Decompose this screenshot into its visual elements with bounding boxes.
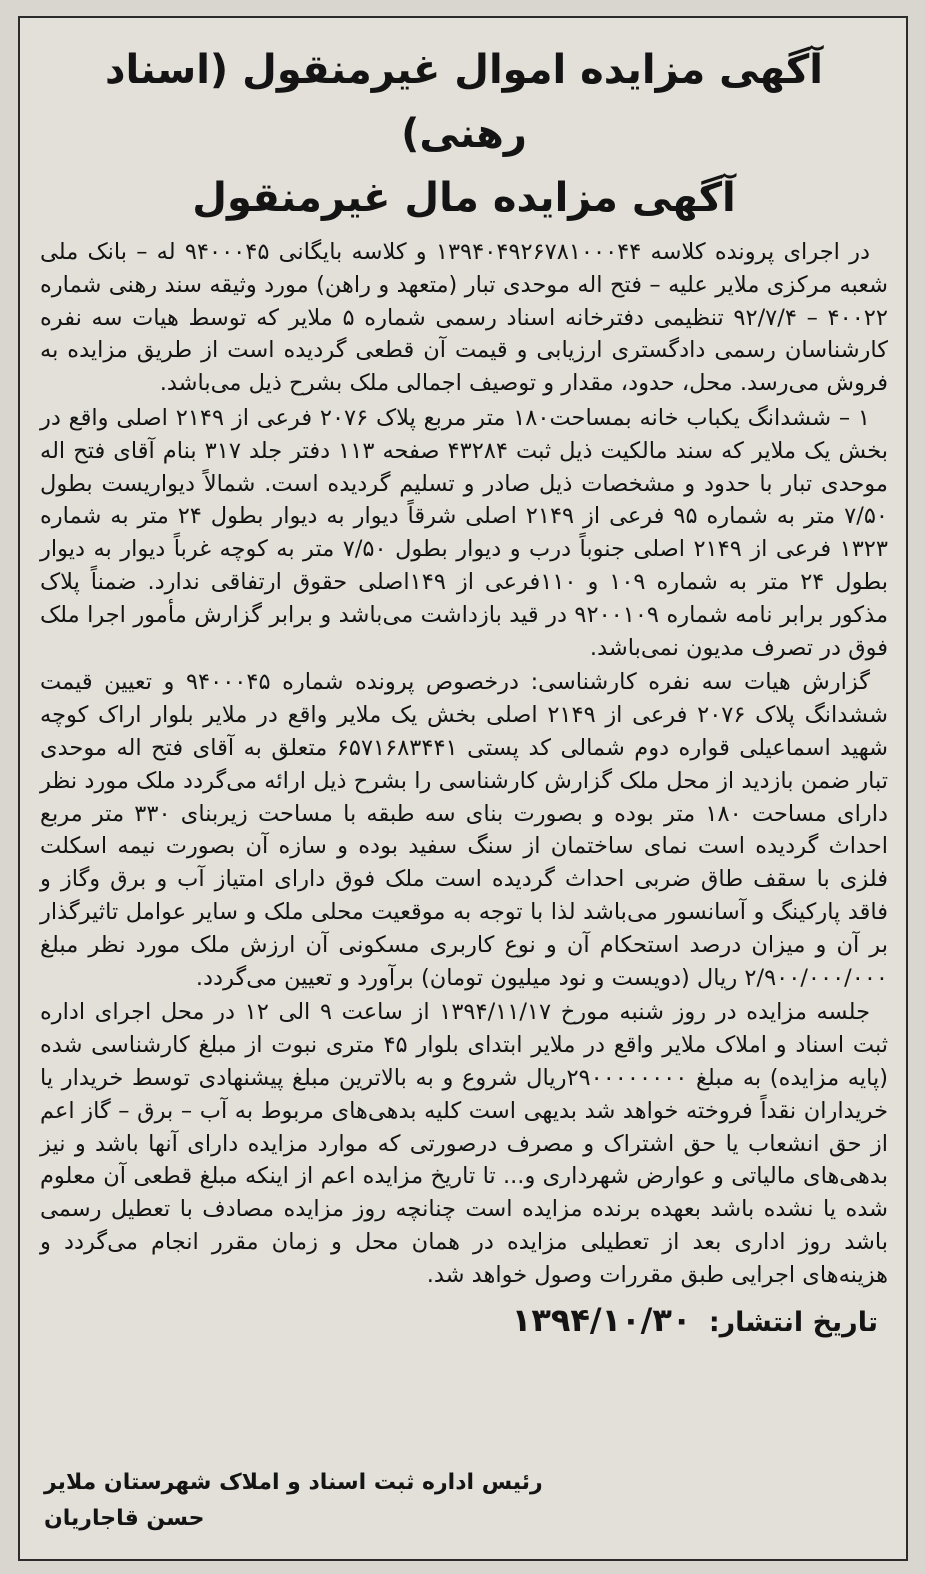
signature-title: رئیس اداره ثبت اسناد و املاک شهرستان ملایر bbox=[44, 1470, 543, 1495]
publish-date: ۱۳۹۴/۱۰/۳۰ bbox=[511, 1300, 692, 1339]
signature-block bbox=[44, 1465, 543, 1537]
notice-body bbox=[40, 236, 888, 1292]
publish-date-line bbox=[40, 1300, 888, 1343]
notice-subtitle: آگهی مزایده مال غیرمنقول bbox=[192, 175, 736, 221]
notice-clipping bbox=[18, 16, 908, 1561]
paragraph-property-description: ۱ – ششدانگ یکباب خانه بمساحت۱۸۰ متر مربع پلاک ۲۰۷۶ فرعی از ۲۱۴۹ اصلی واقع در بخش یک ملایر که سند مالکیت ذیل ثبت ۴۳۲۸۴ صفحه ۱۱۳ دفتر جلد ۳۱۷ بنام آقای فتح اله موحدی تبار با حدود و مشخصات ذیل صادر و تسلیم گردیده است. شمالاً دیواریست بطول ۷/۵۰ متر به شماره ۹۵ فرعی از ۲۱۴۹ اصلی شرقاً دیوار به دیوار بطول ۲۴ متر به شماره ۱۳۲۳ فرعی از ۲۱۴۹ اصلی جنوباً درب و دیوار بطول ۷/۵۰ متر به کوچه غرباً دیوار به دیوار بطول ۲۴ متر به شماره ۱۰۹ و ۱۱۰فرعی از ۱۴۹اصلی حقوق ارتفاقی ندارد. ضمناً پلاک مذکور برابر نامه شماره ۹۲۰۰۱۰۹ در قید بازداشت می‌باشد و برابر گزارش مأمور اجرا ملک فوق در تصرف مدیون نمی‌باشد. bbox=[40, 404, 888, 661]
publish-date-label: تاریخ انتشار: bbox=[708, 1306, 878, 1338]
notice-title: آگهی مزایده اموال غیرمنقول (اسناد رهنی) bbox=[104, 47, 824, 157]
paragraph-auction-session: جلسه مزایده در روز شنبه مورخ ۱۳۹۴/۱۱/۱۷ از ساعت ۹ الی ۱۲ در محل اجرای اداره ثبت اسناد و املاک ملایر واقع در ملایر ابتدای بلوار ۴۵ متری نبوت از مبلغ کارشناسی شده (پایه مزایده) به مبلغ ۲۹۰۰۰۰۰۰۰۰ریال شروع و به بالاترین مبلغ پیشنهادی توسط خریدار یا خریداران نقداً فروخته خواهد شد بدیهی است کلیه بدهی‌های مربوط به آب – برق – گاز اعم از حق انشعاب یا حق اشتراک و مصرف درصورتی که موارد مزایده دارای آنها باشد و نیز بدهی‌های مالیاتی و عوارض شهرداری و... تا تاریخ مزایده اعم از اینکه مبلغ قطعی آن معلوم شده یا نشده باشد بعهده برنده مزایده است چنانچه روز مزایده مصادف با تعطیل رسمی باشد روز اداری بعد از تعطیلی مزایده در همان محل و زمان مقرر انجام می‌گردد و هزینه‌های اجرایی طبق مقررات وصول خواهد شد. bbox=[40, 999, 888, 1288]
paragraph-intro: در اجرای پرونده کلاسه ۱۳۹۴۰۴۹۲۶۷۸۱۰۰۰۴۴ و کلاسه بایگانی ۹۴۰۰۰۴۵ له – بانک ملی شعبه مرکزی ملایر علیه – فتح اله موحدی تبار (متعهد و راهن) مورد وثیقه سند رهنی شماره ۴۰۰۲۲ – ۹۲/۷/۴ تنظیمی دفترخانه اسناد رسمی شماره ۵ ملایر که توسط هیات سه نفره کارشناسان رسمی دادگستری ارزیابی و قیمت آن قطعی گردیده است از طریق مزایده به فروش می‌رسد. محل، حدود، مقدار و توصیف اجمالی ملک بشرح ذیل می‌باشد. bbox=[40, 239, 888, 397]
signature-name: حسن قاجاریان bbox=[44, 1506, 205, 1531]
paragraph-expert-report: گزارش هیات سه نفره کارشناسی: درخصوص پرونده شماره ۹۴۰۰۰۴۵ و تعیین قیمت ششدانگ پلاک ۲۰۷۶ فرعی از ۲۱۴۹ اصلی بخش یک ملایر واقع در ملایر بلوار اراک کوچه شهید اسماعیلی قواره دوم شمالی کد پستی ۶۵۷۱۶۸۳۴۴۱ متعلق به آقای فتح اله موحدی تبار ضمن بازدید از محل ملک گزارش کارشناسی را بشرح ذیل ارائه می‌گردد ملک مورد نظر دارای مساحت ۱۸۰ متر بوده و بصورت بنای سه طبقه با مساحت زیربنای ۳۳۰ متر مربع احداث گردیده است نمای ساختمان از سنگ سفید بوده و سازه آن بصورت نیمه اسکلت فلزی با سقف طاق ضربی احداث گردیده است ملک فوق دارای امتیاز آب و برق وگاز و فاقد پارکینگ و آسانسور می‌باشد لذا با توجه به موقعیت محلی ملک و سایر عوامل تاثیرگذار بر آن و میزان درصد استحکام آن و نوع کاربری مسکونی آن ارزش ملک مورد نظر مبلغ ۲/۹۰۰/۰۰۰/۰۰۰ ریال (دویست و نود میلیون تومان) برآورد و تعیین می‌گردد. bbox=[40, 669, 888, 991]
